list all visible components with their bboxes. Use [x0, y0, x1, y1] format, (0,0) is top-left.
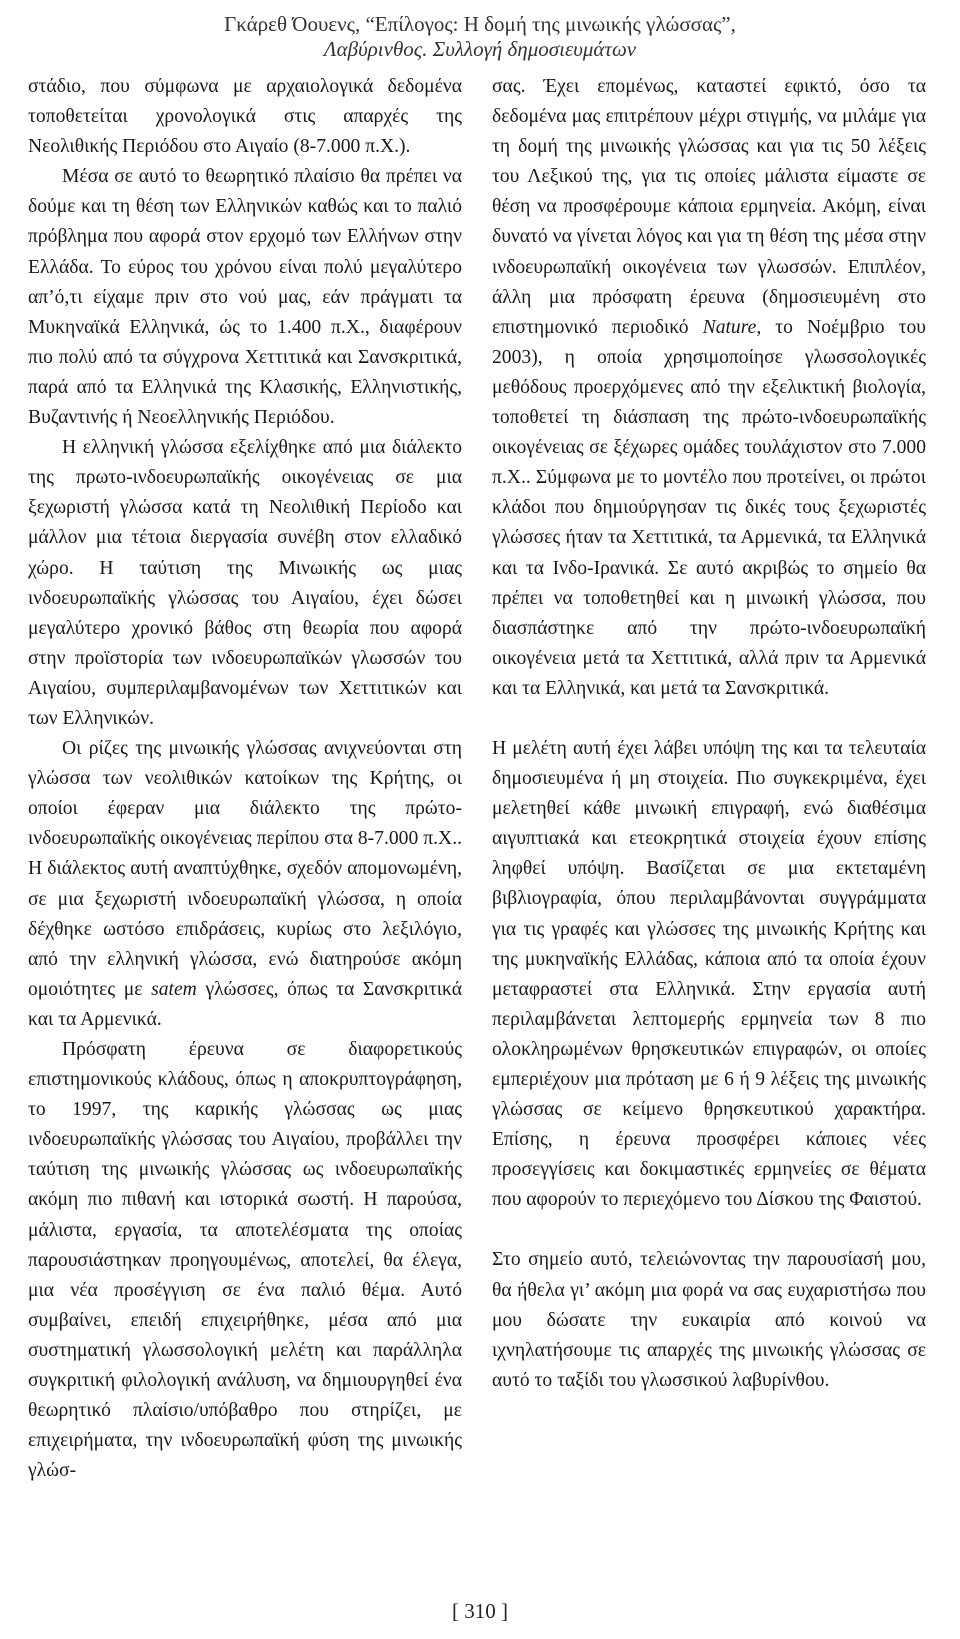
- paragraph: Η ελληνική γλώσσα εξελίχθηκε από μια διάλεκτο της πρωτο-ινδοευρωπαϊκής οικογένειας σε μια ξεχωριστή γλώσσα κατά τη Νεολιθική Περίοδο και μάλλον μια τέτοια διεργασία συνέβη στον ελλαδικό χώρο. Η ταύτιση της Μινωικής ως μιας ινδοευρωπαϊκής γλώσσας του Αιγαίου, έχει δώσει μεγαλύτερο χρονικό βάθος στη θεωρία που αφορά στην προϊστορία των ινδοευρωπαϊκών γλωσσών του Αιγαίου, συμπεριλαμβανομένων των Χεττιτικών και των Ελληνικών.: [28, 437, 462, 729]
- header-citation: Γκάρεθ Όουενς, “Επίλογος: Η δομή της μινωικής γλώσσας”,: [224, 12, 736, 36]
- text-run: σας. Έχει επομένως, καταστεί εφικτό, όσο τα δεδομένα μας επιτρέπουν μέχρι στιγμής, να μιλάμε για τη δομή της μινωικής γλώσσας και για τις 50 λέξεις του Λεξικού της, για τις οποίες μάλιστα είμαστε σε θέση να προσφέρουμε κάποια ερμηνεία. Ακόμη, είναι δυνατό να γίνεται λόγος και για τη θέση της μέσα στην ινδοευρωπαϊκή οικογένεια των γλωσσών. Επιπλέον, άλλη μια πρόσφατη έρευνα (δημοσιευμένη στο επιστημονικό περιοδικό: [492, 76, 926, 338]
- header-book-title: Λαβύρινθος. Συλλογή δημοσιευμάτων: [323, 37, 637, 61]
- text-run: γλώσσες, όπως τα Σανσκριτικά και τα Αρμενικά.: [28, 978, 462, 1030]
- text-run: Οι ρίζες της μινωικής γλώσσας ανιχνεύονται στη γλώσσα των νεολιθικών κατοίκων της Κρήτης, οι οποίοι έφεραν μια διάλεκτο της πρώτο-ινδοευρωπαϊκής οικογένειας περίπου στα 8-7.000 π.Χ.. Η διάλεκτος αυτή αναπτύχθηκε, σχεδόν απομονωμένη, σε μια ξεχωριστή ινδοευρωπαϊκή γλώσσα, η οποία δέχθηκε ωστόσο επιδράσεις, κυρίως στο λεξιλόγιο, από την ελληνική γλώσσα, ενώ διατηρούσε ακόμη ομοιότητες με: [28, 738, 462, 1000]
- left-text-column: [28, 72, 462, 1486]
- paragraph: [492, 72, 926, 704]
- page-number: [ 310 ]: [452, 1599, 508, 1623]
- right-text-column: [492, 72, 926, 1396]
- paragraph: Μέσα σε αυτό το θεωρητικό πλαίσιο θα πρέπει να δούμε και τη θέση των Ελληνικών καθώς και το παλιό πρόβλημα που αφορά στον ερχομό των Ελλήνων στην Ελλάδα. Το εύρος του χρόνου είναι πολύ μεγαλύτερο απ’ό,τι είχαμε πριν στο νού μας, εάν πράγματι τα Μυκηναϊκά Ελληνικά, ώς το 1.400 π.Χ., διαφέρουν πιο πολύ από τα σύγχρονα Χεττιτικά και Σανσκριτικά, παρά από τα Ελληνικά της Κλασικής, Ελληνιστικής, Βυζαντινής ή Νεοελληνικής Περιόδου.: [28, 166, 462, 429]
- paragraph: [28, 734, 462, 1035]
- paragraph: Η μελέτη αυτή έχει λάβει υπόψη της και τα τελευταία δημοσιευμένα ή μη στοιχεία. Πιο συγκεκριμένα, έχει μελετηθεί κάθε μινωική επιγραφή, ενώ διαθέσιμα αιγυπτιακά και ετεοκρητικά στοιχεία έχουν επίσης ληφθεί υπόψη. Βασίζεται σε μια εκτεταμένη βιβλιογραφία, όπου περιλαμβάνονται συγγράμματα για τις γραφές και γλώσσες της μινωικής Κρήτης και της μυκηναϊκής Ελλάδας, κάποια από τα οποία έχουν μεταφραστεί στα Ελληνικά. Στην εργασία αυτή περιλαμβάνεται λεπτομερής ερμηνεία των 8 πιο ολοκληρωμένων θρησκευτικών επιγραφών, οι οποίες εμπεριέχουν μια πρόταση με 6 ή 9 λέξεις της μινωικής γλώσσας σε κείμενο θρησκευτικού χαρακτήρα. Επίσης, η έρευνα προσφέρει κάποιες νέες προσεγγίσεις και δοκιμαστικές ερμηνείες σε θέματα που αφορούν το περιεχόμενο του Δίσκου της Φαιστού.: [492, 737, 926, 1211]
- paragraph: Πρόσφατη έρευνα σε διαφορετικούς επιστημονικούς κλάδους, όπως η αποκρυπτογράφηση, το 1997, της καρικής γλώσσας ως μιας ινδοευρωπαϊκής γλώσσας του Αιγαίου, προβάλλει την ταύτιση της μινωικής γλώσσας ως ινδοευρωπαϊκής ακόμη πιο πιθανή και ιστορικά σωστή. Η παρούσα, μάλιστα, εργασία, τα αποτελέσματα της οποίας παρουσιάστηκαν προηγουμένως, αποτελεί, θα έλεγα, μια νέα προσέγγιση σε ένα παλιό θέμα. Αυτό συμβαίνει, επειδή επιχειρήθηκε, μέσα από μια συστηματική γλωσσολογική μελέτη και παράλληλα συγκριτική φιλολογική ανάλυση, να δημιουργηθεί ένα θεωρητικό πλαίσιο/υπόβαθρο που στηρίζει, με επιχειρήματα, την ινδοευρωπαϊκή φύση της μινωικής γλώσ-: [28, 1039, 462, 1482]
- italic-term: satem: [151, 978, 197, 1000]
- text-run: , το Νοέμβριο του 2003), η οποία χρησιμοποίησε γλωσσολογικές μεθόδους προερχόμενες από την εξελικτική βιολογία, τοποθετεί τη διάσπαση της πρώτο-ινδοευρωπαϊκής οικογένειας σε ξέχωρες ομάδες τουλάχιστον στο 7.000 π.Χ.. Σύμφωνα με το μοντέλο που προτείνει, οι πρώτοι κλάδοι που δημιούργησαν τις δικές τους ξεχωριστές γλώσσες ήταν τα Χεττιτικά, τα Αρμενικά, τα Ελληνικά και τα Ινδο-Ιρανικά. Σε αυτό ακριβώς το σημείο θα πρέπει να τοποθετηθεί και η μινωική γλώσσα, που διασπάστηκε από την πρώτο-ινδοευρωπαϊκή οικογένεια μετά τα Χεττιτικά, αλλά πριν τα Αρμενικά και τα Ελληνικά, και μετά τα Σανσκριτικά.: [492, 316, 926, 699]
- running-header: [0, 12, 960, 62]
- italic-journal-name: Nature: [702, 316, 757, 338]
- paragraph: Στο σημείο αυτό, τελειώνοντας την παρουσίασή μου, θα ήθελα γι’ ακόμη μια φορά να σας ευχαριστήσω που μου δώσατε την ευκαιρία από κοινού να ιχνηλατήσουμε τις απαρχές της μινωικής γλώσσας σε αυτό το ταξίδι του γλωσσικού λαβυρίνθου.: [492, 1249, 926, 1391]
- paragraph: στάδιο, που σύμφωνα με αρχαιολογικά δεδομένα τοποθετείται χρονολογικά στις απαρχές της Νεολιθικής Περιόδου στο Αιγαίο (8-7.000 π.Χ.).: [28, 76, 462, 158]
